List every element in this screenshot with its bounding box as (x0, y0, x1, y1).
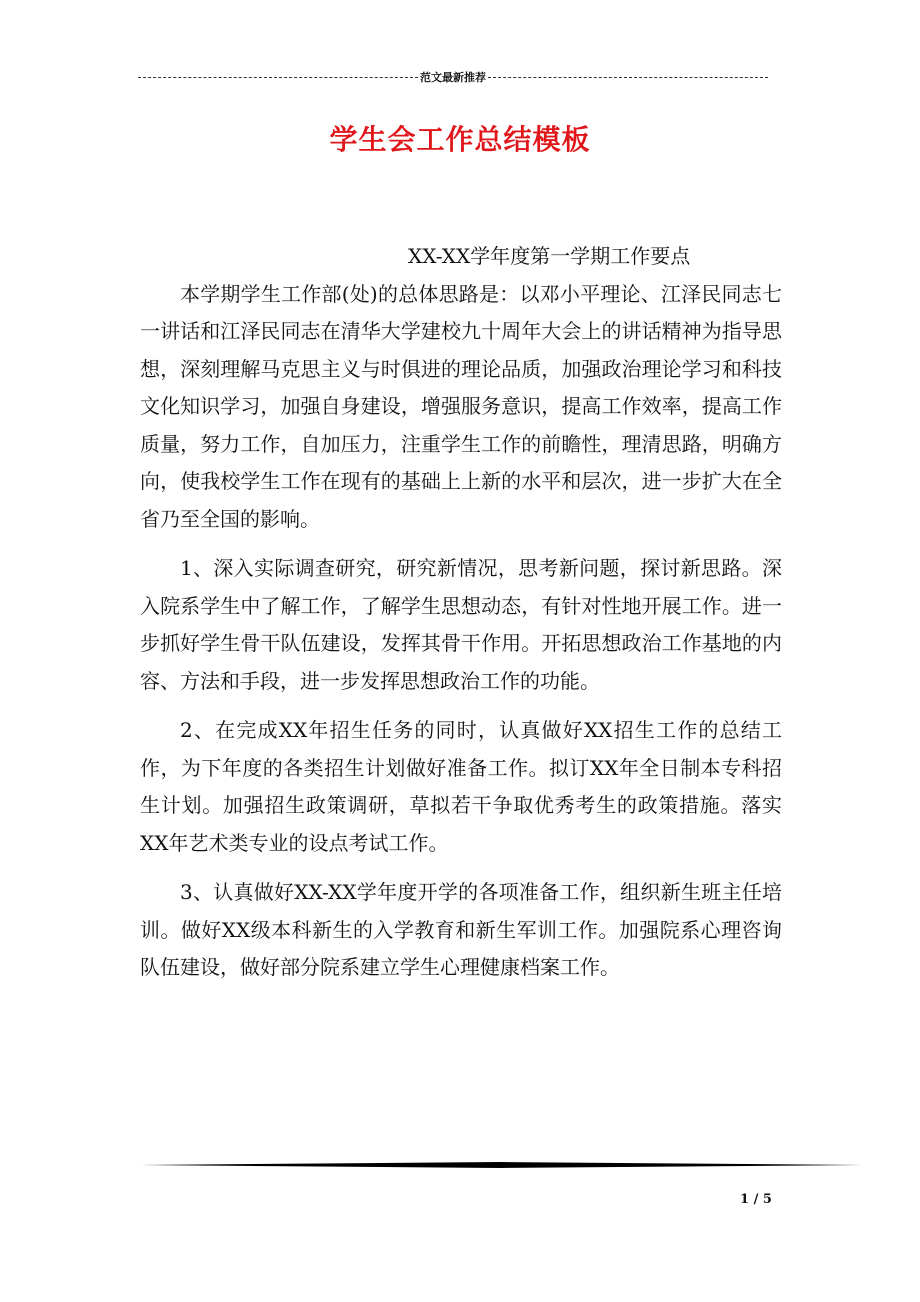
document-subtitle: XX-XX学年度第一学期工作要点 (408, 244, 691, 268)
header-dash-left (138, 77, 418, 78)
document-body (140, 238, 782, 987)
page-number: 1 / 5 (740, 1192, 772, 1207)
header-label: 范文最新推荐 (420, 71, 486, 84)
paragraph-item-2: 2、在完成XX年招生任务的同时，认真做好XX招生工作的总结工作，为下年度的各类招生计划做好准备工作。拟订XX年全日制本专科招生计划。加强招生政策调研，草拟若干争取优秀考生的政策措施。落实XX年艺术类专业的设点考试工作。 (140, 718, 782, 855)
document-title: 学生会工作总结模板 (329, 123, 591, 156)
header-dash-right (488, 77, 768, 78)
paragraph-item-1: 1、深入实际调查研究，研究新情况，思考新问题，探讨新思路。深入院系学生中了解工作，了解学生思想动态，有针对性地开展工作。进一步抓好学生骨干队伍建设，发挥其骨干作用。开拓思想政治工作基地的内容、方法和手段，进一步发挥思想政治工作的功能。 (140, 556, 782, 693)
paragraph-item-3: 3、认真做好XX-XX学年度开学的各项准备工作，组织新生班主任培训。做好XX级本科新生的入学教育和新生军训工作。加强院系心理咨询队伍建设，做好部分院系建立学生心理健康档案工作。 (140, 880, 782, 979)
footer-rule (140, 1161, 863, 1169)
paragraph-intro: 本学期学生工作部(处)的总体思路是：以邓小平理论、江泽民同志七一讲话和江泽民同志在清华大学建校九十周年大会上的讲话精神为指导思想，深刻理解马克思主义与时俱进的理论品质，加强政治理论学习和科技文化知识学习，加强自身建设，增强服务意识，提高工作效率，提高工作质量，努力工作，自加压力，注重学生工作的前瞻性，理清思路，明确方向，使我校学生工作在现有的基础上上新的水平和层次，进一步扩大在全省乃至全国的影响。 (140, 281, 782, 531)
page-header (138, 68, 768, 86)
